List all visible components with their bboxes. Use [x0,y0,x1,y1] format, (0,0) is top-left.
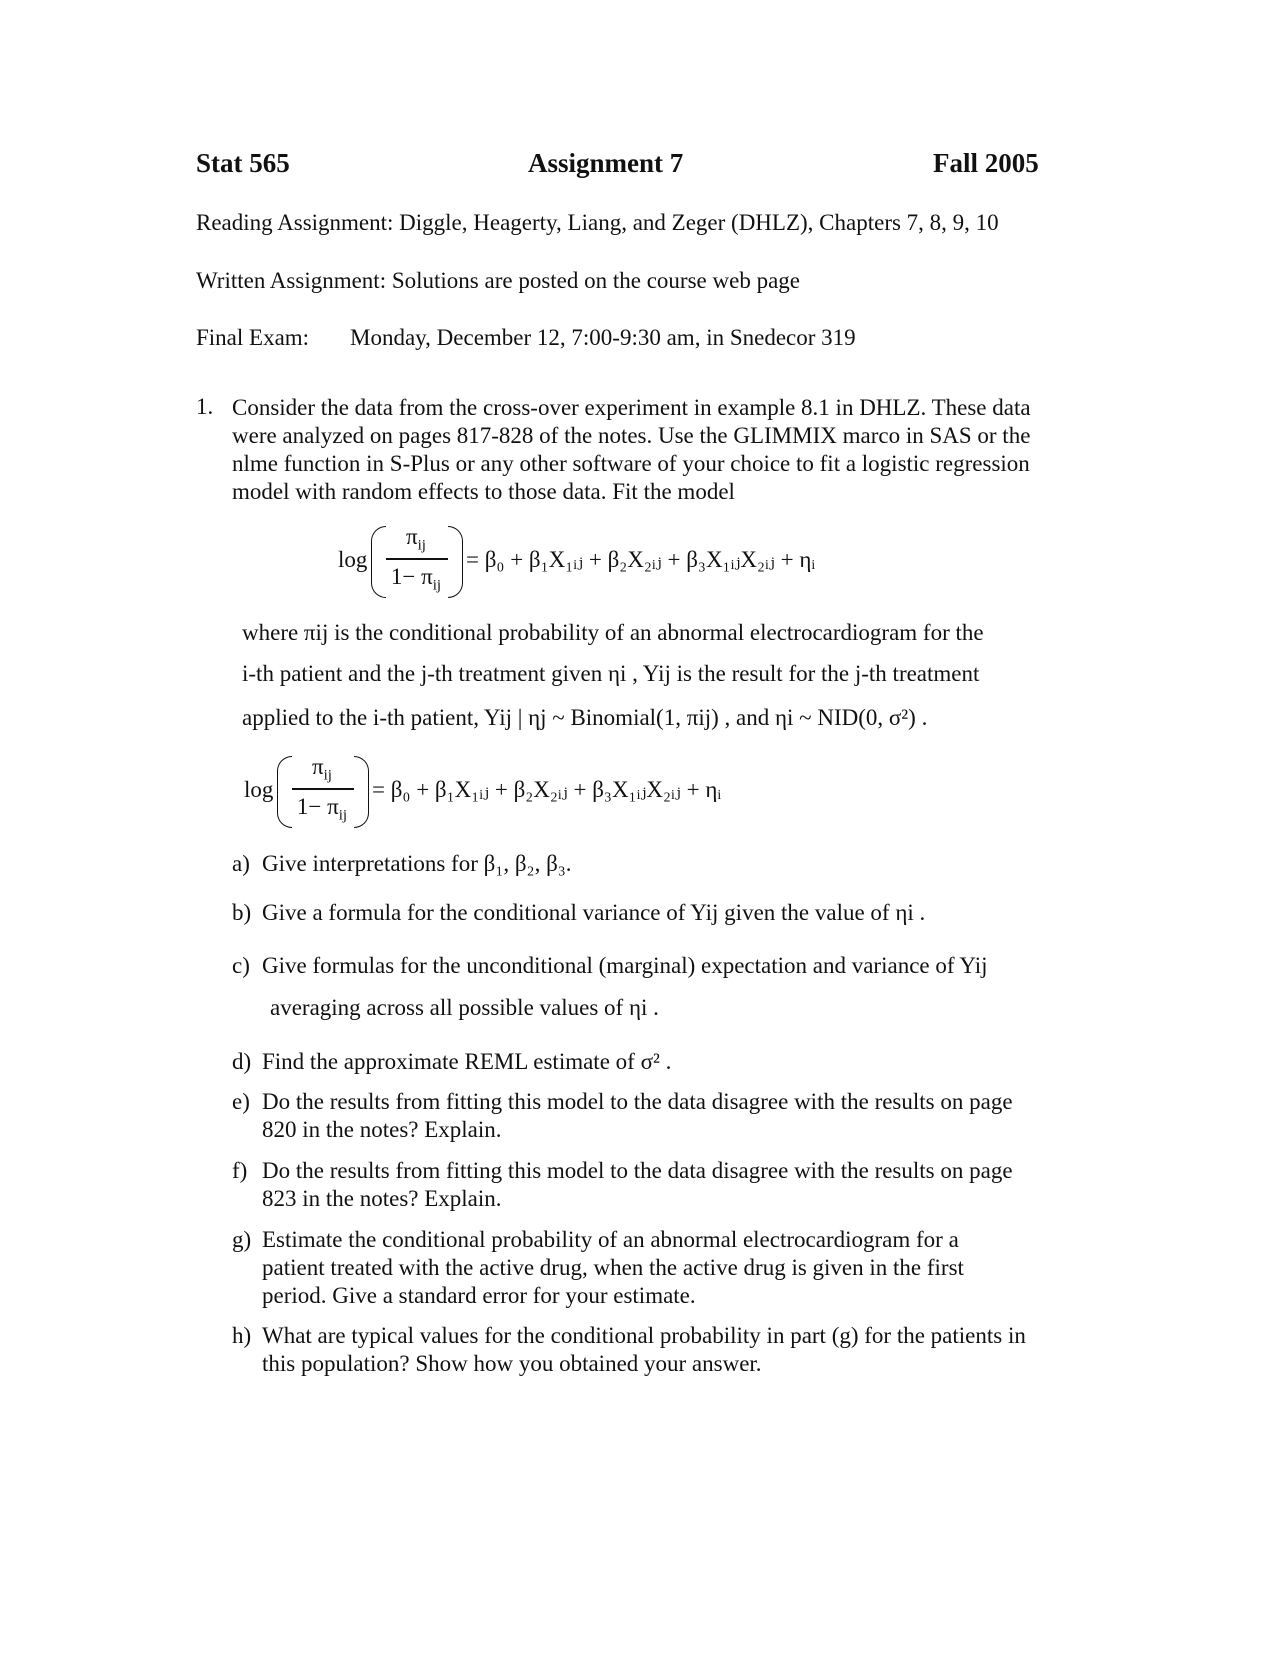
where-line-3: applied to the i-th patient, Yij | ηj ~ Binomial(1, πij) , and ηi ~ NID(0, σ²) . [242,705,928,730]
part-b: b) Give a formula for the conditional variance of Yij given the value of ηi . [232,900,926,925]
eq1-log: log [338,547,368,572]
part-c: c) Give formulas for the unconditional (marginal) expectation and variance of Yij [232,953,988,978]
final-exam-label: Final Exam: [196,325,310,350]
part-d: d) Find the approximate REML estimate of σ² . [232,1049,672,1074]
eq2-denominator: $1- \pi_{ij}$ [296,794,348,824]
eq2-rhs: = β₀ + β₁X₁ᵢⱼ + β₂X₂ᵢⱼ + β₃X₁ᵢⱼX₂ᵢⱼ + ηᵢ [372,777,722,802]
eq1-numerator: $\pi_{ij}$ [406,524,426,554]
part-g: g) Estimate the conditional probability of an abnormal electrocardiogram for a patient treated with the active drug, when the active drug is given in the first period. Give a standard error for your estimate. [232,1227,964,1308]
part-e: e) Do the results from fitting this model to the data disagree with the results on page 820 in the notes? Explain. [232,1089,1013,1142]
written-assignment: Written Assignment: Solutions are posted on the course web page [196,268,800,293]
assignment-title: Assignment 7 [528,148,684,178]
part-c-continued: averaging across all possible values of ηi . [270,995,659,1020]
eq2-log: log [244,777,274,802]
final-exam-value: Monday, December 12, 7:00-9:30 am, in Snedecor 319 [350,325,856,350]
problem-number: 1. [196,394,214,419]
eq1-fraction-bar [386,558,448,560]
eq2-numerator: $\pi_{ij}$ [312,754,332,784]
model-equation-1 [338,522,898,600]
reading-assignment: Reading Assignment: Diggle, Heagerty, Liang, and Zeger (DHLZ), Chapters 7, 8, 9, 10 [196,210,999,235]
where-line-2: i-th patient and the j-th treatment given ηi , Yij is the result for the j-th treatment [242,661,980,686]
part-a: a) Give interpretations for β₁, β₂, β₃. [232,851,572,876]
eq2-fraction-bar [292,788,354,790]
problem-intro: Consider the data from the cross-over experiment in example 8.1 in DHLZ. These data were analyzed on pages 817-828 of the notes. Use the GLIMMIX marco in SAS or the nlme function in S-Plus or any other software of your choice to fit a logistic regression model with random effects to those data. Fit the model [232,395,1031,504]
part-h: h) What are typical values for the conditional probability in part (g) for the patients in this population? Show how you obtained your answer. [232,1323,1026,1376]
eq1-right-paren [448,526,463,598]
term: Fall 2005 [933,148,1039,178]
eq1-rhs: = β₀ + β₁X₁ᵢⱼ + β₂X₂ᵢⱼ + β₃X₁ᵢⱼX₂ᵢⱼ + ηᵢ [466,547,816,572]
where-line-1: where πij is the conditional probability of an abnormal electrocardiogram for the [242,620,984,645]
eq2-right-paren [354,756,369,828]
part-f: f) Do the results from fitting this model to the data disagree with the results on page 823 in the notes? Explain. [232,1158,1013,1211]
eq1-denominator: $1- \pi_{ij}$ [390,564,442,594]
model-equation-2 [244,752,804,830]
course-name: Stat 565 [196,148,290,178]
